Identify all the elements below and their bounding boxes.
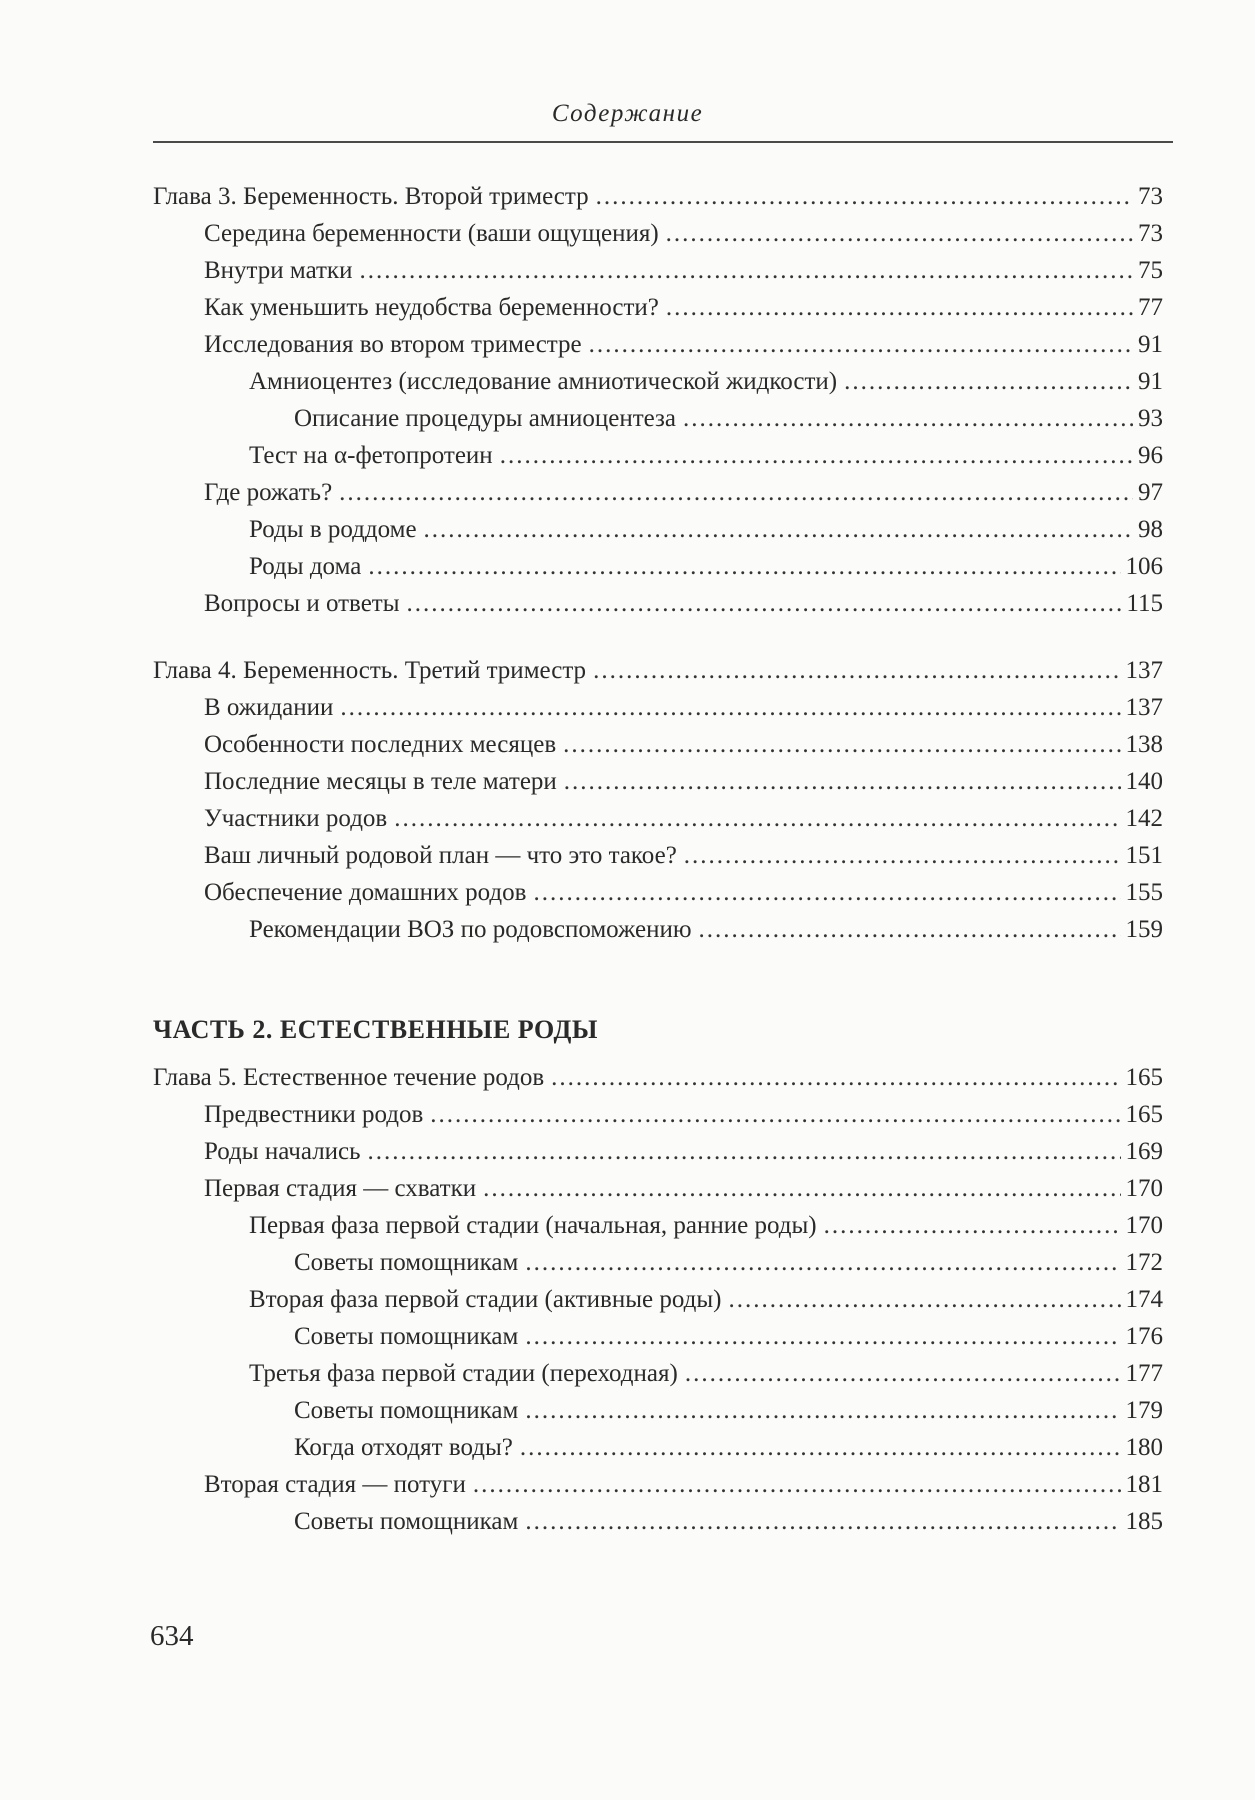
toc-entry-title: Рекомендации ВОЗ по родовспоможению [249, 916, 692, 943]
dot-leader [525, 1392, 1120, 1429]
dot-leader [533, 874, 1120, 911]
toc-entry-page: 142 [1125, 805, 1163, 832]
toc-entry-page: 181 [1125, 1471, 1163, 1498]
toc-entry-title: Описание процедуры амниоцентеза [294, 405, 677, 432]
toc-entry [153, 1318, 1163, 1355]
toc-entry-page: 155 [1125, 879, 1163, 906]
toc-entry [153, 1503, 1163, 1540]
toc-entry-title: Ваш личный родовой план — что это такое? [204, 842, 677, 869]
toc-entry-page: 106 [1125, 553, 1163, 580]
toc-entry-title: Предвестники родов [204, 1101, 424, 1128]
toc-entry-title: Как уменьшить неудобства беременности? [204, 294, 659, 321]
toc-entry-page: 73 [1138, 183, 1163, 210]
toc-entry-page: 176 [1125, 1323, 1163, 1350]
toc-entry [153, 1355, 1163, 1392]
toc-entry-title: Вопросы и ответы [204, 590, 400, 617]
toc-entry-page: 159 [1125, 916, 1163, 943]
section-gap [153, 948, 1163, 1013]
dot-leader [589, 326, 1133, 363]
toc-entry-title: В ожидании [204, 694, 334, 721]
toc-entry-page: 91 [1138, 368, 1163, 395]
toc-entry-page: 172 [1125, 1249, 1163, 1276]
toc-entry-page: 137 [1125, 657, 1163, 684]
toc-entry-title: Первая стадия — схватки [204, 1175, 477, 1202]
toc-entry [153, 363, 1163, 400]
dot-leader [684, 837, 1121, 874]
dot-leader [368, 1133, 1121, 1170]
toc-entry-title: Третья фаза первой стадии (переходная) [249, 1360, 678, 1387]
toc-entry [153, 400, 1163, 437]
toc-entry-page: 165 [1125, 1064, 1163, 1091]
toc-entry-page: 169 [1125, 1138, 1163, 1165]
dot-leader [563, 726, 1120, 763]
dot-leader [407, 585, 1122, 622]
dot-leader [424, 511, 1133, 548]
toc-entry-page: 97 [1138, 479, 1163, 506]
toc-entry-page: 73 [1138, 220, 1163, 247]
dot-leader [685, 1355, 1121, 1392]
dot-leader [699, 911, 1121, 948]
dot-leader [525, 1244, 1120, 1281]
toc-entry [153, 1133, 1163, 1170]
toc-entry-title: Обеспечение домашних родов [204, 879, 527, 906]
dot-leader [824, 1207, 1121, 1244]
toc-entry [153, 911, 1163, 948]
toc-entry-page: 140 [1125, 768, 1163, 795]
dot-leader [483, 1170, 1120, 1207]
toc-entry-title: Тест на α-фетопротеин [249, 442, 493, 469]
toc-entry-page: 137 [1125, 694, 1163, 721]
toc-entry [153, 1244, 1163, 1281]
dot-leader [339, 474, 1133, 511]
toc-entry [153, 800, 1163, 837]
dot-leader [500, 437, 1133, 474]
toc-entry-page: 115 [1126, 590, 1163, 617]
toc-entry-title: Участники родов [204, 805, 388, 832]
dot-leader [473, 1466, 1121, 1503]
toc-entry [153, 548, 1163, 585]
toc-entry [153, 474, 1163, 511]
dot-leader [340, 689, 1120, 726]
toc-entry-page: 77 [1138, 294, 1163, 321]
toc-entry-title: Глава 5. Естественное течение родов [153, 1064, 545, 1091]
toc-entry [153, 1281, 1163, 1318]
toc-entry [153, 178, 1163, 215]
toc-entry [153, 511, 1163, 548]
toc-entry-page: 138 [1125, 731, 1163, 758]
dot-leader [525, 1503, 1120, 1540]
toc-entry-title: Где рожать? [204, 479, 333, 506]
toc-entry-title: Роды дома [249, 553, 362, 580]
toc-entry [153, 1170, 1163, 1207]
toc-entry [153, 252, 1163, 289]
toc-entry [153, 1059, 1163, 1096]
toc-entry-page: 75 [1138, 257, 1163, 284]
toc-entry [153, 1096, 1163, 1133]
dot-leader [564, 763, 1121, 800]
page-number: 634 [150, 1620, 194, 1652]
toc-entry [153, 652, 1163, 689]
part-2-section [153, 1059, 1163, 1540]
toc-entry-title: Роды в роддоме [249, 516, 417, 543]
toc-entry-page: 165 [1125, 1101, 1163, 1128]
dot-leader [430, 1096, 1120, 1133]
dot-leader [593, 652, 1120, 689]
toc-entry [153, 437, 1163, 474]
dot-leader [520, 1429, 1121, 1466]
toc-entry-title: Середина беременности (ваши ощущения) [204, 220, 659, 247]
toc-entry-page: 170 [1125, 1175, 1163, 1202]
toc-entry-page: 174 [1125, 1286, 1163, 1313]
toc-entry-page: 170 [1125, 1212, 1163, 1239]
running-title: Содержание [551, 100, 704, 127]
part-title: ЧАСТЬ 2. ЕСТЕСТВЕННЫЕ РОДЫ [153, 1015, 598, 1044]
dot-leader [666, 215, 1133, 252]
dot-leader [844, 363, 1133, 400]
toc-entry [153, 689, 1163, 726]
chapter-3-section [153, 178, 1163, 622]
dot-leader [359, 252, 1133, 289]
toc-entry-title: Вторая стадия — потуги [204, 1471, 466, 1498]
toc-entry-title: Исследования во втором триместре [204, 331, 582, 358]
dot-leader [666, 289, 1133, 326]
toc-entry-title: Советы помощникам [294, 1508, 519, 1535]
toc-entry [153, 326, 1163, 363]
toc-entry-page: 177 [1125, 1360, 1163, 1387]
toc-entry-title: Советы помощникам [294, 1323, 519, 1350]
toc-entry-page: 185 [1125, 1508, 1163, 1535]
toc-entry-title: Советы помощникам [294, 1397, 519, 1424]
toc-entry-page: 98 [1138, 516, 1163, 543]
dot-leader [683, 400, 1133, 437]
toc-entry [153, 1392, 1163, 1429]
section-gap [153, 622, 1163, 652]
chapter-4-section [153, 652, 1163, 948]
toc-entry-title: Советы помощникам [294, 1249, 519, 1276]
toc-entry [153, 289, 1163, 326]
toc-entry-title: Глава 4. Беременность. Третий триместр [153, 657, 587, 684]
toc-entry-page: 96 [1138, 442, 1163, 469]
toc-entry [153, 874, 1163, 911]
toc-entry [153, 763, 1163, 800]
toc-entry-page: 91 [1138, 331, 1163, 358]
toc-entry-title: Когда отходят воды? [294, 1434, 513, 1461]
toc-entry-title: Глава 3. Беременность. Второй триместр [153, 183, 589, 210]
table-of-contents [153, 178, 1163, 1540]
toc-entry [153, 215, 1163, 252]
toc-entry-page: 93 [1138, 405, 1163, 432]
toc-entry [153, 726, 1163, 763]
toc-entry-title: Роды начались [204, 1138, 361, 1165]
toc-entry-title: Особенности последних месяцев [204, 731, 557, 758]
toc-entry [153, 1466, 1163, 1503]
toc-entry [153, 837, 1163, 874]
toc-entry-title: Первая фаза первой стадии (начальная, ранние роды) [249, 1212, 817, 1239]
toc-entry-title: Вторая фаза первой стадии (активные роды) [249, 1286, 722, 1313]
toc-entry-title: Амниоцентез (исследование амниотической жидкости) [249, 368, 838, 395]
dot-leader [551, 1059, 1120, 1096]
dot-leader [525, 1318, 1120, 1355]
toc-entry [153, 585, 1163, 622]
toc-entry-page: 180 [1125, 1434, 1163, 1461]
toc-entry-title: Последние месяцы в теле матери [204, 768, 557, 795]
toc-entry [153, 1207, 1163, 1244]
toc-entry-page: 151 [1125, 842, 1163, 869]
dot-leader [394, 800, 1120, 837]
toc-entry-title: Внутри матки [204, 257, 353, 284]
dot-leader [729, 1281, 1121, 1318]
dot-leader [596, 178, 1133, 215]
dot-leader [368, 548, 1120, 585]
toc-entry-page: 179 [1125, 1397, 1163, 1424]
toc-entry [153, 1429, 1163, 1466]
header-rule [153, 141, 1173, 143]
